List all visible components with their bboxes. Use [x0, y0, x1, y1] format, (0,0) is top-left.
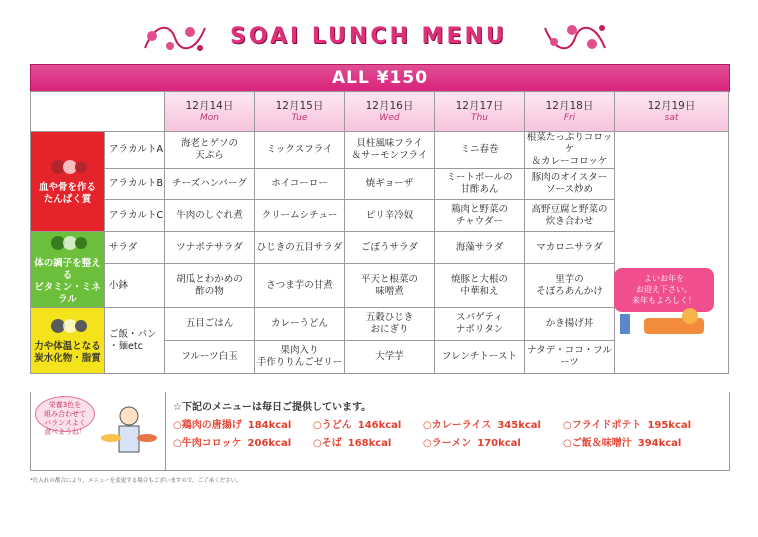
category-label: ビタミン・ミネラル	[34, 282, 101, 305]
menu-item-text: ナタデ・ココ・フルーツ	[527, 345, 612, 368]
message-bubble: よいお年を お迎え下さい。 来年もよろしく！	[614, 268, 714, 312]
menu-item-text: 海藻サラダ	[455, 241, 504, 253]
flower-ribbon-icon	[540, 18, 610, 58]
menu-item-text: 牛肉のしぐれ煮	[176, 209, 243, 221]
menu-item-text: 鶏肉と野菜の	[450, 203, 508, 215]
menu-item	[345, 200, 435, 232]
menu-item-text: ホイコーロー	[271, 178, 328, 189]
menu-item	[255, 132, 345, 169]
menu-item-text: そぼろあんかけ	[536, 285, 603, 297]
tip-bubble: 栄養3色を 組み合わせて バランスよく 食べようね！	[35, 396, 95, 432]
cat-kotatsu-icon	[614, 308, 714, 338]
menu-item-text: フルーツ白玉	[181, 351, 238, 362]
sub-category: 小鉢	[105, 264, 165, 308]
menu-item-text: 炊き合わせ	[545, 215, 594, 227]
daily-menu-item	[423, 416, 541, 431]
menu-item	[345, 132, 435, 169]
chef-illustration-icon	[97, 398, 161, 468]
sub-category: アラカルトB	[105, 169, 165, 200]
menu-item	[525, 132, 615, 169]
menu-item	[435, 308, 525, 341]
day-header: 12月16日 Wed	[345, 92, 435, 132]
sub-category: アラカルトA	[105, 132, 165, 169]
daily-menu-title: ☆下記のメニューは毎日ご提供しています。	[173, 402, 372, 413]
menu-item-text: チャウダー	[455, 215, 504, 227]
daily-menu-item	[173, 434, 291, 449]
menu-item-text: 貝柱風味フライ	[356, 138, 423, 149]
daily-item-kcal: 195kcal	[647, 420, 692, 431]
menu-item-text: ＆カレーコロッケ	[531, 156, 608, 167]
category-label: 炭水化物・脂質	[34, 353, 101, 364]
sub-category: アラカルトC	[105, 200, 165, 232]
menu-item-text: かき揚げ丼	[545, 318, 594, 329]
menu-item-text: ごぼうサラダ	[361, 241, 418, 253]
menu-item-text: ソース炒め	[545, 184, 594, 195]
daily-item-kcal: 206kcal	[247, 438, 292, 449]
menu-item	[255, 308, 345, 341]
day-header: 12月15日 Tue	[255, 92, 345, 132]
menu-item-text: ピリ辛冷奴	[365, 209, 414, 221]
menu-item-text: 手作りりんごゼリー	[256, 357, 343, 368]
category-label: 血や骨を作る	[38, 182, 96, 193]
menu-item-text: さつま芋の甘煮	[266, 279, 333, 291]
daily-item-name: ○カレーライス	[423, 420, 492, 431]
menu-item	[435, 169, 525, 200]
daily-item-name: ○鶏肉の唐揚げ	[173, 420, 242, 431]
menu-item	[435, 341, 525, 374]
daily-menu-item	[563, 434, 681, 449]
menu-item-text: ひじきの五目サラダ	[256, 241, 343, 253]
nutrition-category	[31, 132, 105, 232]
menu-item-text: 胡瓜とわかめの	[176, 273, 243, 285]
sub-category: ご飯・パン ・麺etc	[105, 308, 165, 374]
menu-item-text: フレンチトースト	[442, 351, 517, 362]
menu-item	[345, 308, 435, 341]
menu-item	[435, 132, 525, 169]
menu-item-text: 果肉入り	[280, 345, 319, 356]
menu-item-text: 平天と根菜の	[360, 273, 418, 285]
menu-item	[525, 264, 615, 308]
daily-item-kcal: 168kcal	[347, 438, 392, 449]
fish-meat-icon	[31, 157, 104, 179]
menu-item-text: 天ぷら	[195, 150, 224, 161]
menu-item	[165, 232, 255, 264]
menu-item	[165, 308, 255, 341]
menu-item-text: 五目ごはん	[185, 318, 234, 329]
menu-item-text: おにぎり	[370, 324, 409, 335]
daily-item-name: ○フライドポテト	[563, 420, 642, 431]
vegetable-icon	[31, 233, 104, 255]
menu-item	[255, 264, 345, 308]
menu-item	[525, 341, 615, 374]
menu-row	[31, 132, 729, 169]
day-header: 12月17日 Thu	[435, 92, 525, 132]
nutrition-tip	[31, 392, 166, 470]
daily-item-kcal: 394kcal	[637, 438, 682, 449]
menu-item-text: 甘酢あん	[460, 184, 499, 195]
menu-item-text: クリームシチュー	[261, 209, 338, 221]
daily-menu-item	[423, 434, 521, 449]
footnote: *仕入れの都合により、メニューを変更する場合もございますので、ご了承ください。	[30, 478, 242, 484]
nutrition-category	[31, 232, 105, 308]
daily-item-kcal: 170kcal	[477, 438, 521, 449]
menu-item	[255, 232, 345, 264]
daily-item-name: ○そば	[313, 438, 342, 449]
daily-item-kcal: 184kcal	[247, 420, 292, 431]
category-label: たんぱく質	[43, 194, 92, 205]
price-banner: ALL ¥150	[30, 64, 730, 92]
menu-item-text: 中華和え	[460, 285, 499, 297]
day-header: 12月14日 Mon	[165, 92, 255, 132]
menu-item	[435, 264, 525, 308]
daily-item-name: ○ラーメン	[423, 438, 472, 449]
menu-item-text: 高野豆腐と野菜の	[531, 203, 608, 215]
menu-item	[165, 132, 255, 169]
daily-item-name: ○ご飯＆味噌汁	[563, 438, 632, 449]
menu-item-text: ミニ春巻	[460, 144, 499, 155]
menu-item	[345, 232, 435, 264]
menu-item	[345, 169, 435, 200]
menu-item-text: マカロニサラダ	[536, 241, 603, 253]
daily-menu-item	[313, 416, 401, 431]
menu-item-text: 里芋の	[555, 273, 584, 285]
daily-menu-item	[313, 434, 391, 449]
menu-item	[525, 232, 615, 264]
menu-item-text: 豚肉のオイスター	[531, 172, 608, 183]
daily-menu-item	[173, 416, 291, 431]
menu-item	[525, 169, 615, 200]
daily-item-name: ○うどん	[313, 420, 352, 431]
menu-item-text: 焼豚と大根の	[450, 273, 508, 285]
menu-item-text: ナポリタン	[455, 324, 504, 335]
category-label: 体の調子を整える	[34, 258, 101, 281]
corner-cell	[31, 92, 165, 132]
menu-item	[165, 341, 255, 374]
daily-item-name: ○牛肉コロッケ	[173, 438, 242, 449]
menu-item	[255, 341, 345, 374]
daily-item-kcal: 345kcal	[497, 420, 541, 431]
menu-item-text: 大学芋	[375, 351, 404, 362]
menu-item	[525, 200, 615, 232]
rice-ball-icon	[31, 316, 104, 338]
menu-item-text: 海老とゲソの	[181, 138, 238, 149]
menu-item-text: 焼ギョーザ	[365, 178, 414, 189]
daily-item-kcal: 146kcal	[357, 420, 402, 431]
menu-item-text: ミートボールの	[446, 172, 513, 183]
day-header: 12月18日 Fri	[525, 92, 615, 132]
daily-menu-section	[30, 392, 730, 471]
menu-item-text: ミックスフライ	[266, 144, 333, 155]
menu-item-text: チーズハンバーグ	[172, 178, 247, 189]
menu-item	[255, 169, 345, 200]
menu-item-text: 酢の物	[195, 285, 224, 297]
menu-item	[345, 264, 435, 308]
menu-item	[165, 264, 255, 308]
menu-item	[435, 232, 525, 264]
sub-category: サラダ	[105, 232, 165, 264]
menu-item	[255, 200, 345, 232]
day-header-row	[31, 92, 729, 132]
menu-item	[435, 200, 525, 232]
menu-item-text: 根菜たっぷりコロッケ	[526, 132, 613, 155]
page-title: SOAI LUNCH MENU	[230, 24, 507, 49]
menu-item	[345, 341, 435, 374]
menu-item-text: スパゲティ	[456, 312, 503, 323]
menu-item-text: 五穀ひじき	[365, 312, 414, 323]
menu-item	[165, 169, 255, 200]
menu-item	[165, 200, 255, 232]
category-label: 力や体温となる	[34, 341, 101, 352]
daily-menu-item	[563, 416, 691, 431]
menu-item	[525, 308, 615, 341]
menu-item-text: ＆サーモンフライ	[351, 150, 428, 161]
nutrition-category	[31, 308, 105, 374]
menu-item-text: カレーうどん	[270, 318, 328, 329]
menu-item-text: ツナポテサラダ	[176, 241, 243, 253]
saturday-message	[614, 268, 714, 332]
menu-item-text: 味噌煮	[375, 285, 404, 297]
day-header: 12月19日 sat	[615, 92, 729, 132]
flower-ribbon-icon	[140, 18, 210, 58]
header	[0, 18, 758, 58]
